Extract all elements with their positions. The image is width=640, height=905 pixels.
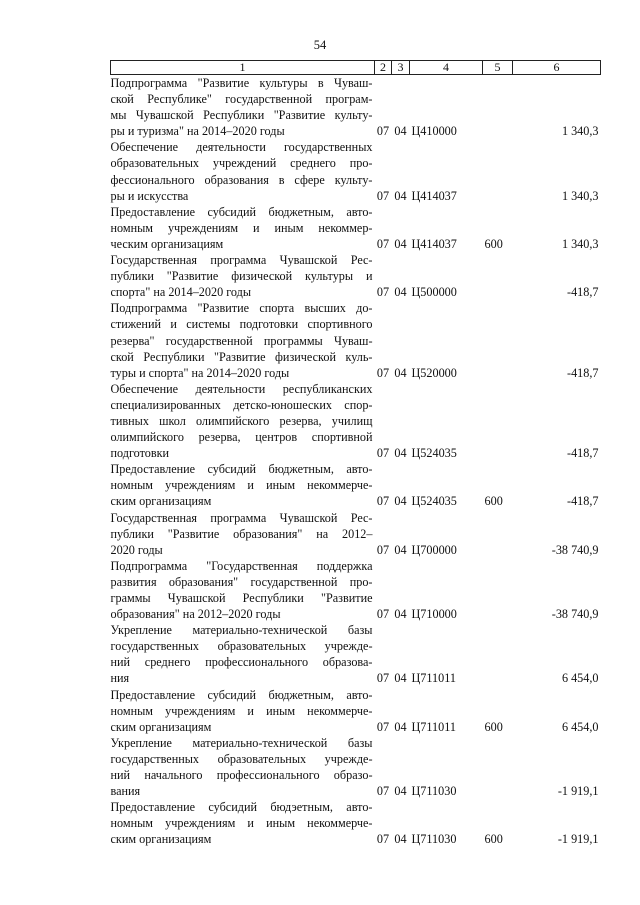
- row-amount: -418,7: [567, 446, 599, 461]
- row-amount: -418,7: [567, 285, 599, 300]
- row-description: [111, 252, 375, 300]
- row-expense-type: 600: [484, 832, 503, 847]
- page-number: 54: [313, 38, 327, 52]
- row-subsection: 04: [394, 784, 407, 799]
- table-row: [111, 687, 601, 735]
- description-line: ским организациям: [110, 719, 212, 734]
- row-amount: -418,7: [567, 494, 599, 509]
- row-section: 07: [376, 494, 390, 509]
- description-line: номным учреждениям и иным некоммер-: [110, 220, 373, 235]
- table-row: [111, 300, 601, 380]
- table-header: [111, 61, 601, 75]
- row-description: [111, 381, 375, 461]
- row-target-article: Ц500000: [411, 285, 457, 300]
- budget-table-container: [110, 60, 600, 848]
- table-row: [111, 735, 601, 799]
- description-line: государственных образовательных учрежде-: [110, 751, 373, 766]
- row-description: [111, 510, 375, 558]
- description-line: Обеспечение деятельности республиканских: [110, 381, 373, 396]
- row-section: 07: [376, 784, 390, 799]
- description-line: Государственная программа Чувашской Рес-: [110, 510, 373, 525]
- table-row: [111, 381, 601, 461]
- description-line: Подпрограмма "Развитие культуры в Чуваш-: [110, 76, 373, 90]
- description-line: ний среднего профессионального образова-: [110, 655, 373, 670]
- row-description: [111, 75, 375, 140]
- row-subsection: 04: [394, 446, 407, 461]
- row-subsection: 04: [394, 236, 407, 251]
- budget-table: [110, 60, 601, 848]
- description-line: Укрепление материально-технической базы: [110, 623, 373, 638]
- description-line: ний начального профессионального образо-: [110, 768, 373, 783]
- row-section: 07: [376, 236, 390, 251]
- row-description: [111, 300, 375, 380]
- row-description: [111, 139, 375, 203]
- row-target-article: Ц711011: [411, 671, 456, 686]
- row-expense-type: [483, 252, 513, 300]
- description-line: ческим организациям: [110, 236, 224, 251]
- row-subsection: 04: [394, 494, 407, 509]
- header-col-2: 2: [375, 61, 392, 75]
- description-line: туры и спорта" на 2014–2020 годы: [110, 365, 290, 380]
- header-col-5: 5: [483, 61, 513, 75]
- row-section: 07: [376, 285, 390, 300]
- row-amount: 1 340,3: [561, 236, 599, 251]
- description-line: Предоставление субсидий бюдэетным, авто-: [110, 800, 373, 815]
- description-line: тивных школ олимпийского резерва, училищ: [110, 413, 373, 428]
- row-amount: -38 740,9: [551, 542, 599, 557]
- row-target-article: Ц520000: [411, 365, 457, 380]
- description-line: вания: [110, 784, 141, 799]
- row-expense-type: [483, 381, 513, 461]
- row-amount: -1 919,1: [557, 832, 599, 847]
- description-line: спорта" на 2014–2020 годы: [110, 285, 252, 300]
- row-expense-type: [483, 510, 513, 558]
- row-section: 07: [376, 446, 390, 461]
- row-expense-type: [483, 622, 513, 686]
- description-line: ским организациям: [110, 832, 212, 847]
- description-line: Государственная программа Чувашской Рес-: [110, 253, 373, 268]
- row-section: 07: [376, 607, 390, 622]
- row-expense-type: 600: [484, 494, 503, 509]
- description-line: граммы Чувашской Республики "Развитие: [110, 591, 373, 605]
- row-target-article: Ц710000: [411, 607, 457, 622]
- row-expense-type: [483, 139, 513, 203]
- row-amount: -1 919,1: [557, 784, 599, 799]
- row-section: 07: [376, 719, 390, 734]
- table-row: [111, 622, 601, 686]
- header-col-1: 1: [111, 61, 375, 75]
- row-subsection: 04: [394, 542, 407, 557]
- description-line: Предоставление субсидий бюджетным, авто-: [110, 462, 373, 477]
- description-line: Укрепление материально-технической базы: [110, 735, 373, 750]
- row-amount: -38 740,9: [551, 607, 599, 622]
- table-row: [111, 461, 601, 509]
- row-subsection: 04: [394, 832, 407, 847]
- table-row: [111, 139, 601, 203]
- description-line: мы Чувашской Республики "Развитие культу-: [110, 108, 373, 123]
- description-line: образования" на 2012–2020 годы: [110, 607, 281, 622]
- row-expense-type: [483, 735, 513, 799]
- row-expense-type: [483, 300, 513, 380]
- description-line: развития образования" государственной про-: [110, 574, 373, 589]
- row-subsection: 04: [394, 188, 407, 203]
- row-amount: 1 340,3: [561, 188, 599, 203]
- description-line: ским организациям: [110, 494, 212, 509]
- table-row: [111, 204, 601, 252]
- description-line: образовательных учреждений среднего про-: [110, 156, 373, 171]
- row-expense-type: 600: [484, 236, 503, 251]
- row-description: [111, 799, 375, 847]
- row-amount: 6 454,0: [561, 719, 599, 734]
- row-subsection: 04: [394, 365, 407, 380]
- description-line: стижений и системы подготовки спортивного: [110, 317, 373, 332]
- description-line: Предоставление субсидий бюджетным, авто-: [110, 204, 373, 219]
- row-amount: 6 454,0: [561, 671, 599, 686]
- description-line: Предоставление субсидий бюджетным, авто-: [110, 687, 373, 702]
- row-section: 07: [376, 124, 390, 139]
- row-description: [111, 461, 375, 509]
- row-target-article: Ц410000: [411, 124, 457, 139]
- row-target-article: Ц414037: [411, 236, 457, 251]
- description-line: олимпийского резерва, центров спортивной: [110, 430, 373, 445]
- description-line: государственных образовательных учрежде-: [110, 639, 373, 654]
- description-line: Обеспечение деятельности государственных: [110, 140, 373, 155]
- table-row: [111, 558, 601, 622]
- description-line: публики "Развитие физической культуры и: [110, 269, 373, 284]
- row-target-article: Ц414037: [411, 188, 457, 203]
- row-section: 07: [376, 671, 390, 686]
- row-target-article: Ц524035: [411, 446, 457, 461]
- row-target-article: Ц524035: [411, 494, 457, 509]
- row-section: 07: [376, 188, 390, 203]
- row-amount: -418,7: [567, 365, 599, 380]
- row-description: [111, 558, 375, 622]
- row-section: 07: [376, 832, 390, 847]
- row-subsection: 04: [394, 285, 407, 300]
- table-row: [111, 510, 601, 558]
- row-description: [111, 204, 375, 252]
- description-line: номным учреждениям и иным некоммерче-: [110, 478, 373, 493]
- row-target-article: Ц711030: [411, 832, 457, 847]
- row-subsection: 04: [394, 124, 407, 139]
- header-col-3: 3: [392, 61, 410, 75]
- description-line: фессионального образования в сфере культу-: [110, 172, 373, 187]
- row-target-article: Ц711011: [411, 719, 456, 734]
- description-line: резерва" государственной программы Чуваш-: [110, 333, 373, 348]
- description-line: Подпрограмма "Государственная поддержка: [110, 558, 373, 573]
- description-line: ры и туризма" на 2014–2020 годы: [110, 124, 285, 139]
- header-row: [111, 61, 601, 75]
- header-col-4: 4: [410, 61, 483, 75]
- table-row: [111, 799, 601, 847]
- description-line: 2020 годы: [110, 542, 163, 557]
- table-row: [111, 75, 601, 140]
- table-row: [111, 252, 601, 300]
- description-line: специализированных детско-юношеских спор-: [110, 397, 373, 412]
- row-subsection: 04: [394, 607, 407, 622]
- header-col-6: 6: [513, 61, 601, 75]
- table-body: [111, 75, 601, 848]
- row-expense-type: 600: [484, 719, 503, 734]
- description-line: подготовки: [110, 446, 170, 461]
- description-line: ской Республики "Развитие физической куль-: [110, 349, 373, 364]
- row-target-article: Ц711030: [411, 784, 457, 799]
- description-line: ры и искусства: [110, 188, 189, 203]
- row-section: 07: [376, 365, 390, 380]
- row-target-article: Ц700000: [411, 542, 457, 557]
- description-line: публики "Развитие образования" на 2012–: [110, 526, 373, 541]
- description-line: номным учреждениям и иным некоммерче-: [110, 703, 373, 718]
- description-line: Подпрограмма "Развитие спорта высших до-: [110, 301, 373, 316]
- row-expense-type: [483, 558, 513, 622]
- row-description: [111, 735, 375, 799]
- description-line: номным учреждениям и иным некоммерче-: [110, 816, 373, 831]
- description-line: ния: [110, 671, 130, 686]
- row-description: [111, 622, 375, 686]
- row-subsection: 04: [394, 719, 407, 734]
- row-subsection: 04: [394, 671, 407, 686]
- row-section: 07: [376, 542, 390, 557]
- row-expense-type: [483, 75, 513, 140]
- row-amount: 1 340,3: [561, 124, 599, 139]
- description-line: ской Республике" государственной програм-: [110, 92, 373, 107]
- row-description: [111, 687, 375, 735]
